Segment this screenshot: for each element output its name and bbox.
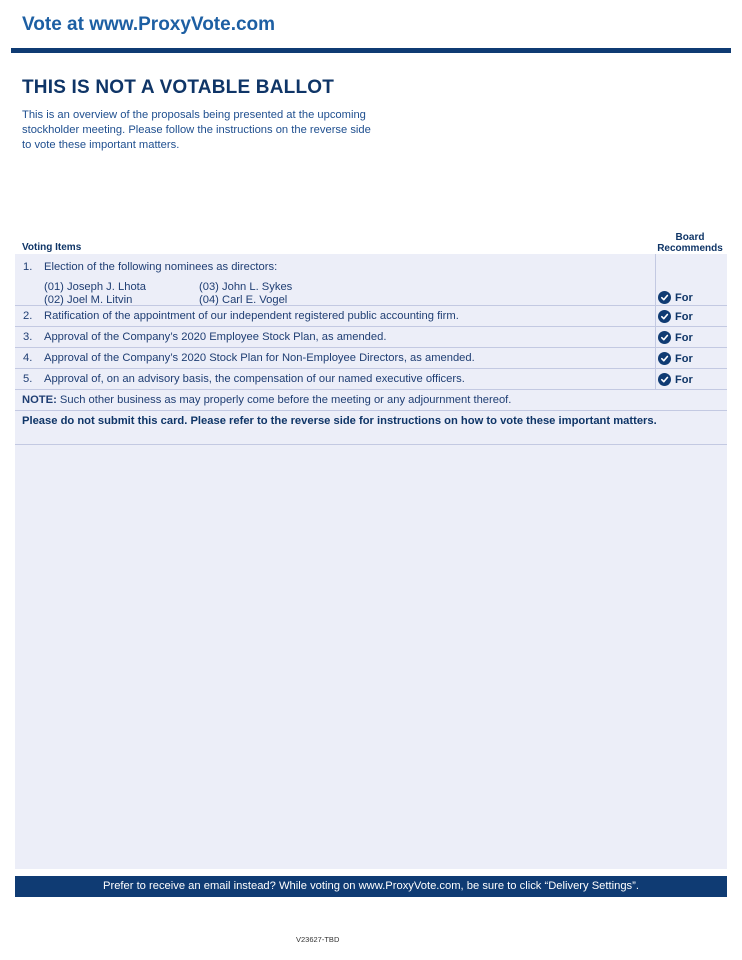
recommendation-label: For [675, 352, 693, 365]
voting-item-4 [15, 348, 727, 369]
recommendation-label: For [675, 291, 693, 304]
recommendation-label: For [675, 310, 693, 323]
header-rule [11, 48, 731, 53]
voting-items-header: Voting Items [22, 242, 82, 253]
board-recommendation [658, 291, 693, 304]
nominee: (03) John L. Sykes [199, 281, 293, 293]
board-recommendation [658, 373, 693, 386]
intro-text: This is an overview of the proposals being presented at the upcoming stockholder meeting. Please follow the instructions on the reverse side to vote these important matters. [22, 109, 371, 151]
email-delivery-banner: Prefer to receive an email instead? While voting on www.ProxyVote.com, be sure to click “Delivery Settings”. [15, 876, 727, 897]
item-text: Election of the following nominees as directors: [44, 261, 278, 273]
check-circle-icon [658, 352, 671, 365]
column-divider [655, 327, 656, 347]
item-number: 1. [23, 261, 33, 273]
voting-item-3 [15, 327, 727, 348]
board-recommendation [658, 352, 693, 365]
board-recommendation [658, 310, 693, 323]
note-text: Such other business as may properly come before the meeting or any adjournment thereof. [56, 394, 512, 406]
page-title: THIS IS NOT A VOTABLE BALLOT [22, 77, 335, 98]
column-divider [655, 254, 656, 305]
nominee: (02) Joel M. Litvin [44, 293, 133, 306]
document-code: V23627-TBD [296, 935, 340, 944]
item-text: Approval of, on an advisory basis, the compensation of our named executive officers. [44, 373, 465, 385]
item-number: 3. [23, 331, 33, 343]
board-header-line2: Recommends [657, 243, 723, 254]
note-row [15, 390, 727, 411]
nominee: (04) Carl E. Vogel [199, 293, 288, 306]
board-header-line1: Board [675, 232, 705, 243]
item-number: 5. [23, 373, 33, 385]
check-circle-icon [658, 310, 671, 323]
voting-item-1 [15, 254, 727, 306]
recommendation-label: For [675, 331, 693, 344]
note-label: NOTE: [22, 394, 57, 406]
nominee: (01) Joseph J. Lhota [44, 281, 146, 293]
column-divider [655, 369, 656, 389]
proxyvote-link[interactable]: Vote at www.ProxyVote.com [22, 14, 276, 35]
item-text: Approval of the Company’s 2020 Stock Plan for Non-Employee Directors, as amended. [44, 352, 475, 364]
column-divider [655, 306, 656, 326]
submit-notice: Please do not submit this card. Please refer to the reverse side for instructions on how to vote these important matters. [22, 415, 657, 427]
item-number: 4. [23, 352, 33, 364]
check-circle-icon [658, 331, 671, 344]
board-recommendation [658, 331, 693, 344]
voting-item-5 [15, 369, 727, 390]
item-text: Ratification of the appointment of our independent registered public accounting firm. [44, 310, 459, 322]
column-divider [655, 348, 656, 368]
submit-notice-row [15, 411, 727, 445]
recommendation-label: For [675, 373, 693, 386]
board-recommends-header [654, 232, 726, 254]
item-text: Approval of the Company’s 2020 Employee Stock Plan, as amended. [44, 331, 387, 343]
check-circle-icon [658, 291, 671, 304]
item-number: 2. [23, 310, 33, 322]
voting-item-2 [15, 306, 727, 327]
check-circle-icon [658, 373, 671, 386]
